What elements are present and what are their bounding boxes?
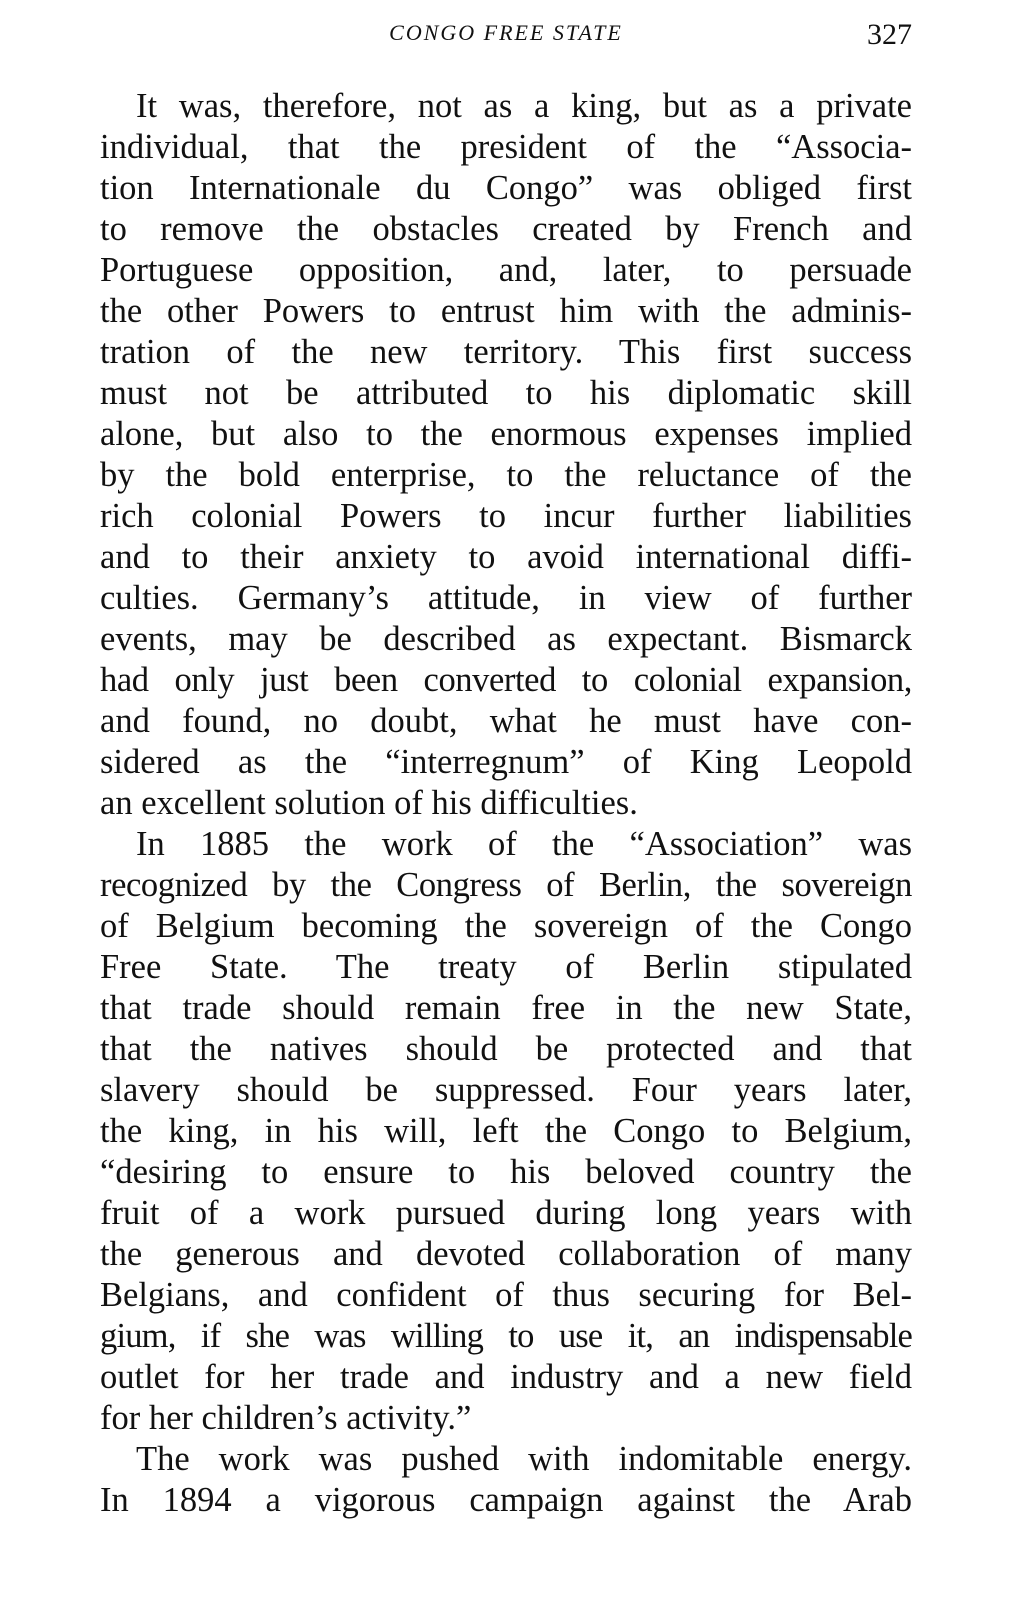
text-line: outlet for her trade and industry and a new field bbox=[100, 1358, 912, 1396]
text-line: and found, no doubt, what he must have con- bbox=[100, 702, 912, 740]
page-number: 327 bbox=[867, 18, 912, 51]
text-line: culties. Germany’s attitude, in view of further bbox=[100, 579, 912, 617]
text-line: to remove the obstacles created by French and bbox=[100, 210, 912, 248]
text-line: the king, in his will, left the Congo to Belgium, bbox=[100, 1112, 912, 1150]
text-line: rich colonial Powers to incur further liabilities bbox=[100, 497, 912, 535]
text-line: Portuguese opposition, and, later, to persuade bbox=[100, 251, 912, 289]
running-title: CONGO FREE STATE bbox=[389, 20, 623, 45]
text-line: and to their anxiety to avoid international diffi- bbox=[100, 538, 912, 576]
text-line: slavery should be suppressed. Four years later, bbox=[100, 1071, 912, 1109]
text-line: by the bold enterprise, to the reluctance of the bbox=[100, 456, 912, 494]
text-line: that the natives should be protected and that bbox=[100, 1030, 912, 1068]
text-line: gium, if she was willing to use it, an indispensable bbox=[100, 1317, 912, 1355]
text-line: tion Internationale du Congo” was obliged first bbox=[100, 169, 912, 207]
text-line: It was, therefore, not as a king, but as a private bbox=[136, 87, 912, 125]
text-line: individual, that the president of the “Associa- bbox=[100, 128, 912, 166]
text-line: the generous and devoted collaboration of many bbox=[100, 1235, 912, 1273]
text-line: The work was pushed with indomitable energy. bbox=[136, 1440, 912, 1478]
text-line: fruit of a work pursued during long years with bbox=[100, 1194, 912, 1232]
text-line: that trade should remain free in the new State, bbox=[100, 989, 912, 1027]
running-header bbox=[100, 18, 912, 58]
text-line: recognized by the Congress of Berlin, the sovereign bbox=[100, 866, 912, 904]
text-line: events, may be described as expectant. Bismarck bbox=[100, 620, 912, 658]
text-line: alone, but also to the enormous expenses implied bbox=[100, 415, 912, 453]
text-line: “desiring to ensure to his beloved country the bbox=[100, 1153, 912, 1191]
body-text bbox=[100, 86, 912, 1521]
text-line: of Belgium becoming the sovereign of the Congo bbox=[100, 907, 912, 945]
text-line: Free State. The treaty of Berlin stipulated bbox=[100, 948, 912, 986]
text-line: the other Powers to entrust him with the adminis- bbox=[100, 292, 912, 330]
text-line: must not be attributed to his diplomatic skill bbox=[100, 374, 912, 412]
text-line: for her children’s activity.” bbox=[100, 1399, 472, 1437]
text-line: tration of the new territory. This first success bbox=[100, 333, 912, 371]
text-line: an excellent solution of his difficulties. bbox=[100, 784, 638, 822]
text-line: Belgians, and confident of thus securing for Bel- bbox=[100, 1276, 912, 1314]
text-line: sidered as the “interregnum” of King Leopold bbox=[100, 743, 912, 781]
text-line: had only just been converted to colonial expansion, bbox=[100, 661, 912, 699]
text-line: In 1885 the work of the “Association” was bbox=[136, 825, 912, 863]
text-line: In 1894 a vigorous campaign against the Arab bbox=[100, 1481, 912, 1519]
